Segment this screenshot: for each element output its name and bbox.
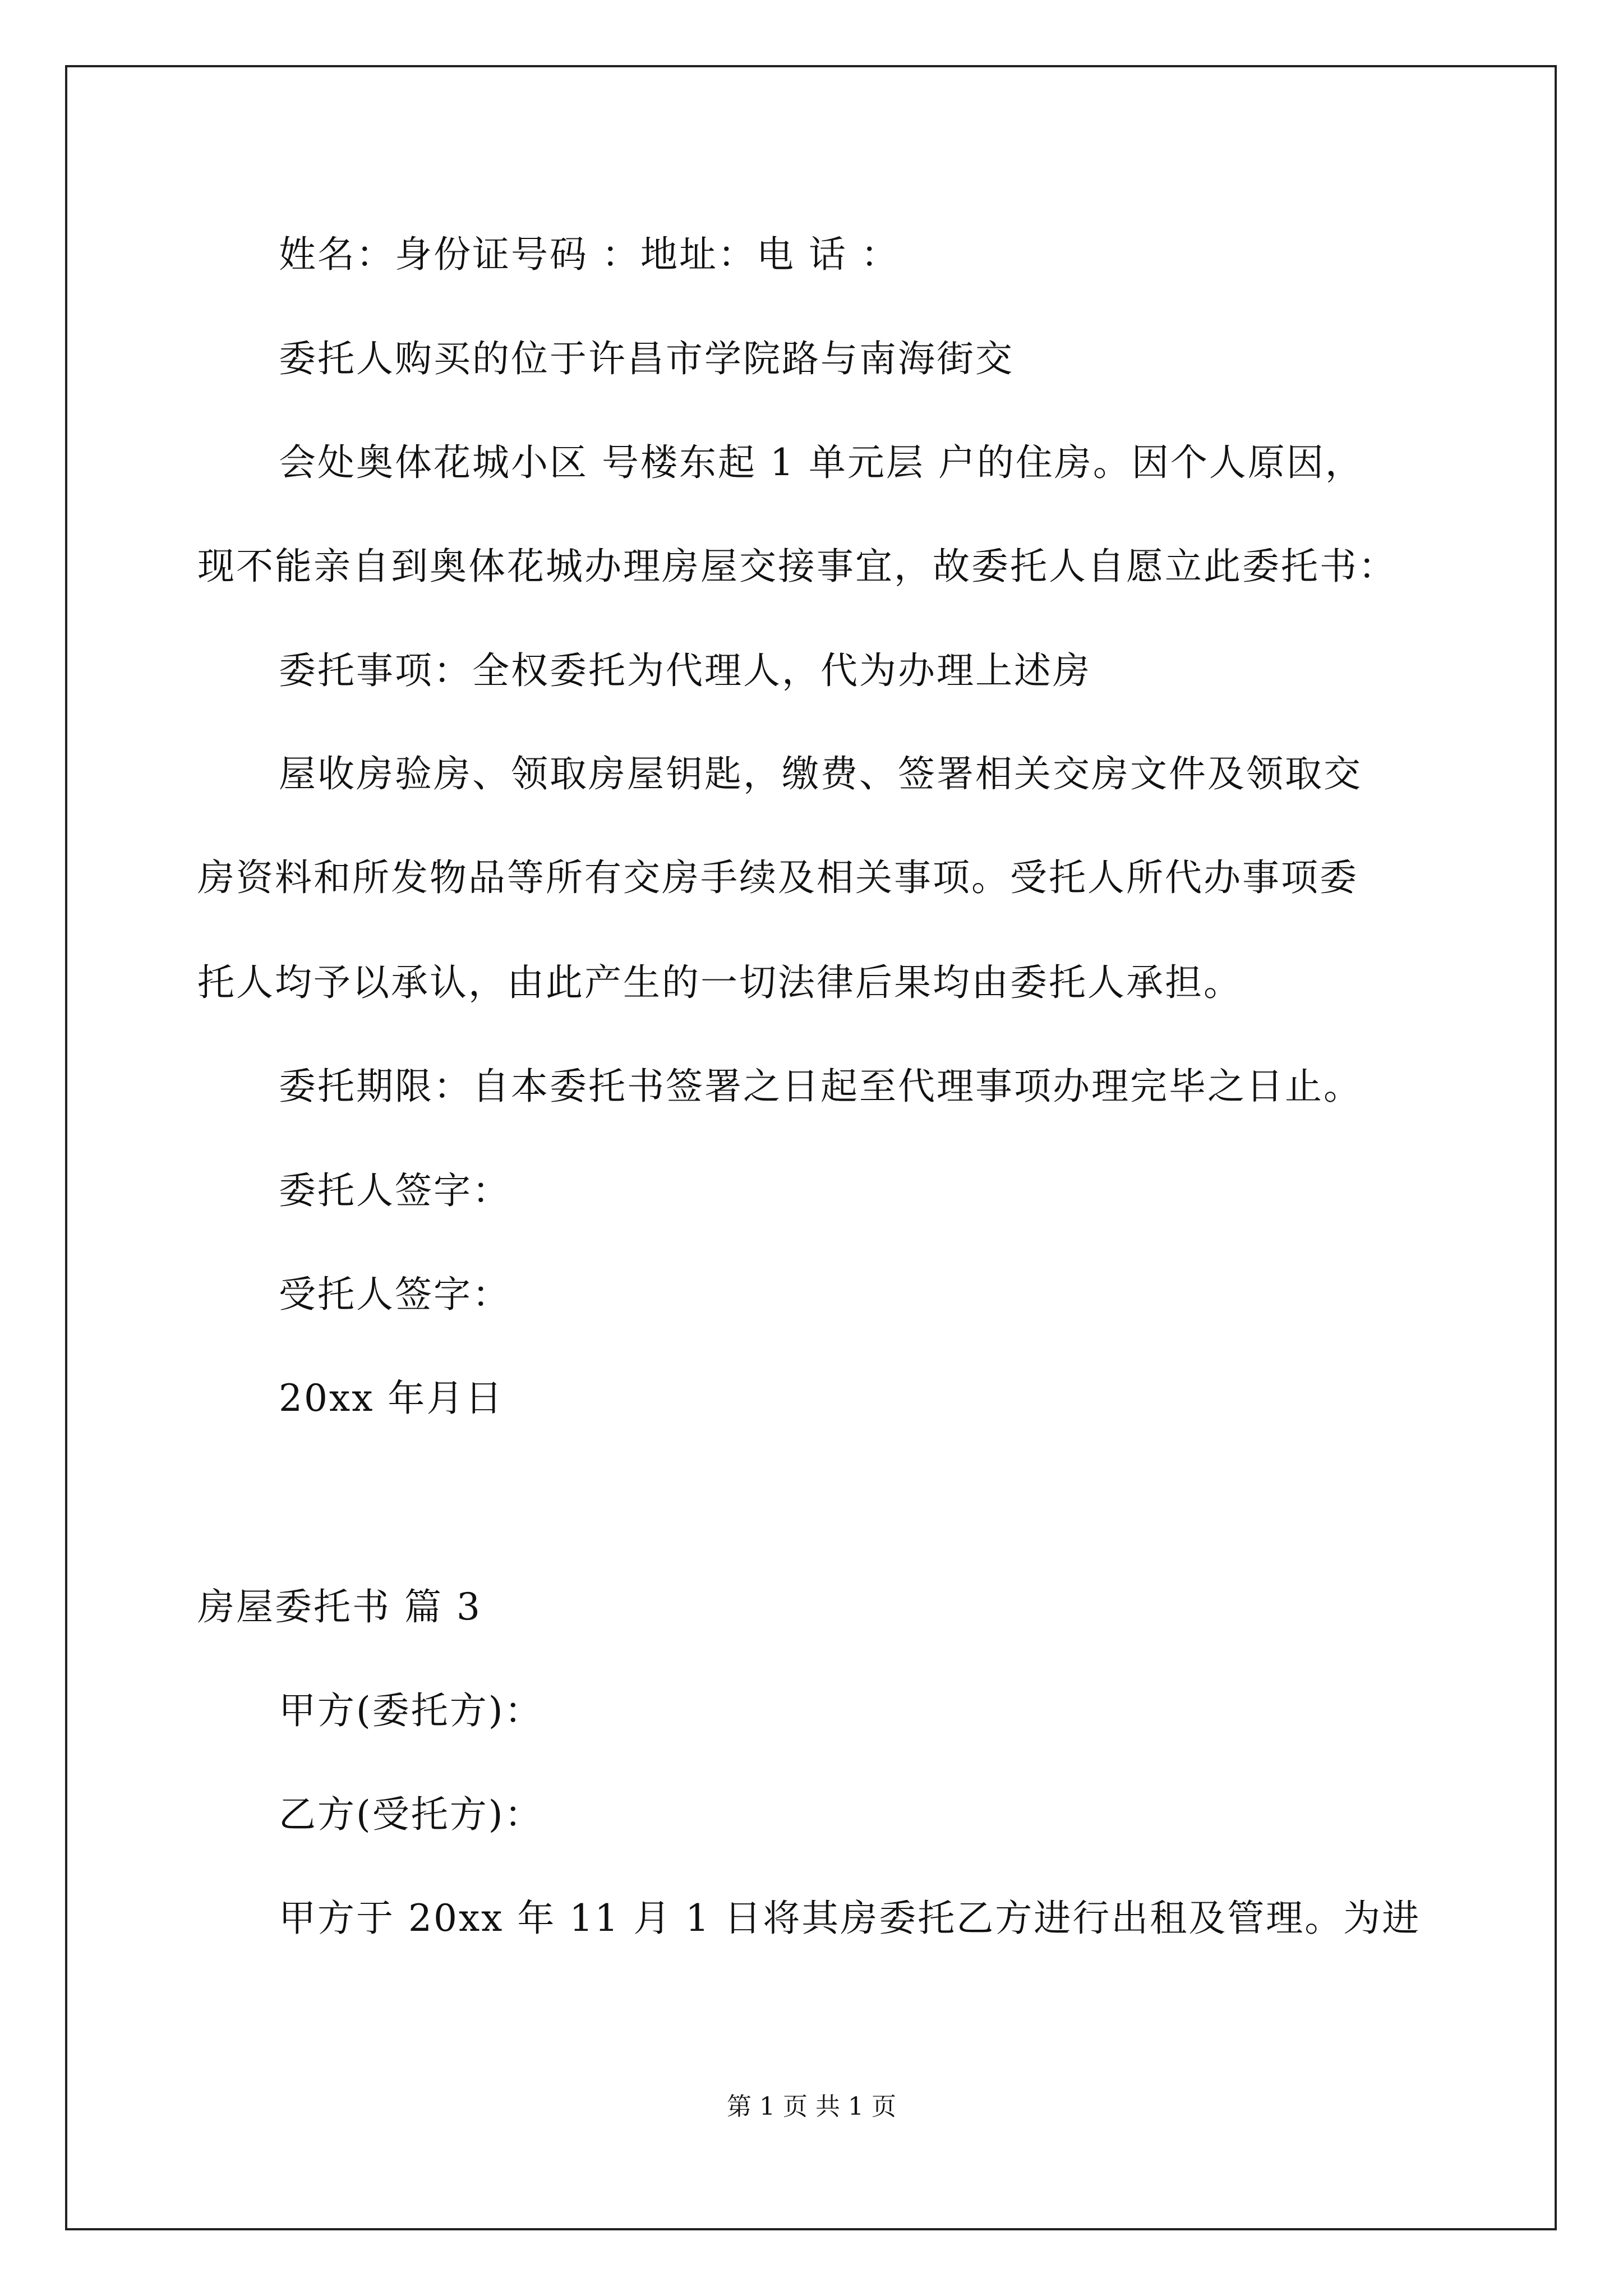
principal-signature-line: 委托人签字： bbox=[279, 1169, 511, 1212]
party-a-line: 甲方(委托方)： bbox=[279, 1689, 543, 1732]
personal-info-line: 姓名：身份证号码 ：地址：电 话 ： bbox=[279, 233, 900, 276]
paragraph-line: 托人均予以承认，由此产生的一切法律后果均由委托人承担。 bbox=[197, 961, 1242, 1004]
party-b-line: 乙方(受托方)： bbox=[279, 1793, 543, 1836]
date-line: 20xx 年月日 bbox=[279, 1377, 504, 1420]
paragraph-line: 会处奥体花城小区 号楼东起 1 单元层 户的住房。因个人原因， bbox=[279, 441, 1364, 484]
section-title: 房屋委托书 篇 3 bbox=[197, 1585, 482, 1628]
paragraph-line: 屋收房验房、领取房屋钥匙，缴费、签署相关交房文件及领取交 bbox=[279, 752, 1362, 795]
paragraph-line: 现不能亲自到奥体花城办理房屋交接事宜，故委托人自愿立此委托书： bbox=[197, 545, 1397, 588]
entrustment-period-line: 委托期限：自本委托书签署之日起至代理事项办理完毕之日止。 bbox=[279, 1065, 1362, 1108]
paragraph-line: 委托人购买的位于许昌市学院路与南海街交 bbox=[279, 337, 1014, 380]
entrusted-matters-line: 委托事项：全权委托为代理人，代为办理上述房 bbox=[279, 649, 1091, 692]
paragraph-line: 甲方于 20xx 年 11 月 1 日将其房委托乙方进行出租及管理。为进 bbox=[279, 1897, 1421, 1940]
agent-signature-line: 受托人签字： bbox=[279, 1273, 511, 1316]
page-number-footer: 第 1 页 共 1 页 bbox=[727, 2092, 896, 2121]
paragraph-line: 房资料和所发物品等所有交房手续及相关事项。受托人所代办事项委 bbox=[197, 856, 1358, 899]
